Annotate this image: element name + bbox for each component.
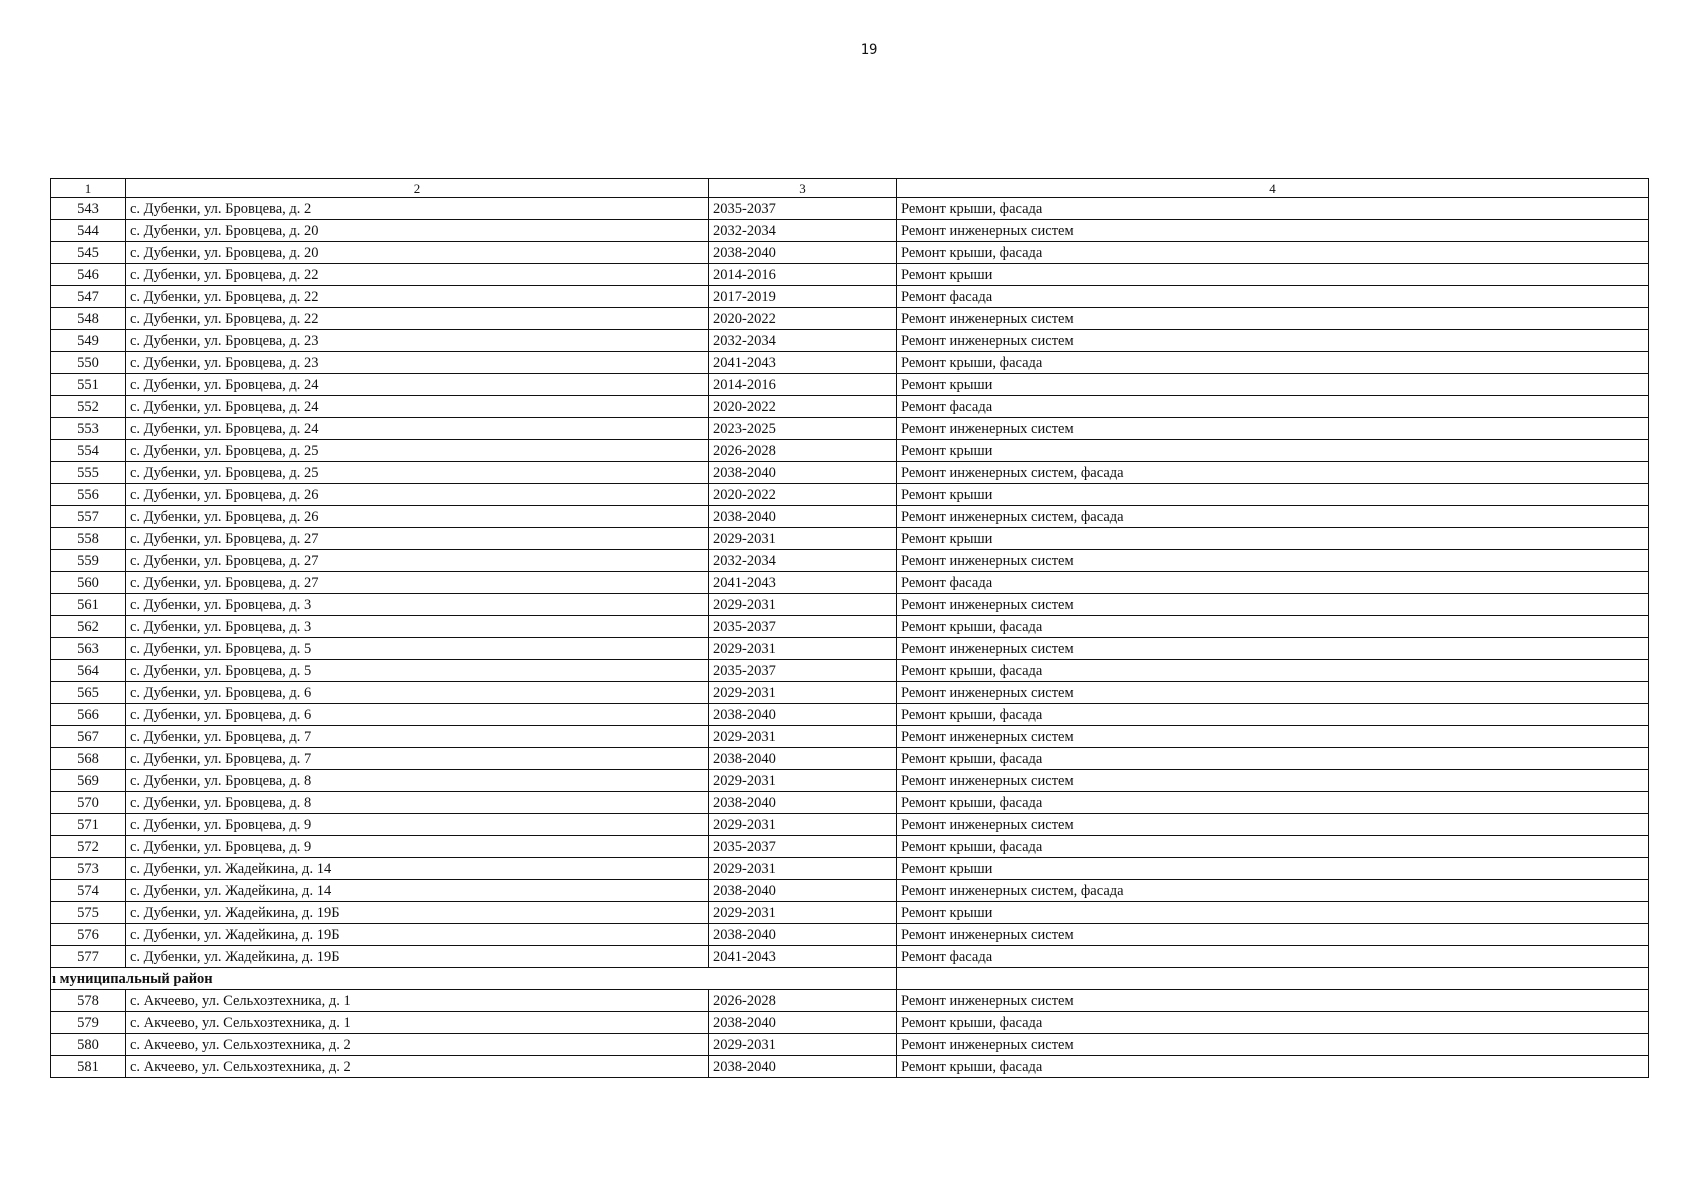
table-row xyxy=(51,484,1649,506)
row-address-cell: с. Дубенки, ул. Бровцева, д. 7 xyxy=(126,748,709,770)
row-number-cell: 556 xyxy=(51,484,126,506)
table-row xyxy=(51,990,1649,1012)
table-row xyxy=(51,1034,1649,1056)
row-period-cell: 2014-2016 xyxy=(709,264,897,286)
row-work-cell: Ремонт крыши xyxy=(897,484,1649,506)
row-work-cell: Ремонт инженерных систем xyxy=(897,770,1649,792)
row-work-cell: Ремонт инженерных систем xyxy=(897,638,1649,660)
row-number-cell: 558 xyxy=(51,528,126,550)
row-work-cell: Ремонт инженерных систем xyxy=(897,550,1649,572)
row-work-cell: Ремонт инженерных систем xyxy=(897,418,1649,440)
table-row xyxy=(51,858,1649,880)
row-number-cell: 551 xyxy=(51,374,126,396)
row-period-cell: 2035-2037 xyxy=(709,836,897,858)
table-row xyxy=(51,616,1649,638)
row-period-cell: 2038-2040 xyxy=(709,462,897,484)
row-work-cell: Ремонт инженерных систем, фасада xyxy=(897,506,1649,528)
table-row xyxy=(51,330,1649,352)
row-number-cell: 576 xyxy=(51,924,126,946)
row-period-cell: 2029-2031 xyxy=(709,814,897,836)
row-work-cell: Ремонт фасада xyxy=(897,286,1649,308)
row-work-cell: Ремонт инженерных систем xyxy=(897,594,1649,616)
row-period-cell: 2023-2025 xyxy=(709,418,897,440)
row-number-cell: 568 xyxy=(51,748,126,770)
row-work-cell: Ремонт инженерных систем xyxy=(897,682,1649,704)
row-number-cell: 563 xyxy=(51,638,126,660)
table-body xyxy=(51,198,1649,1078)
row-work-cell: Ремонт фасада xyxy=(897,396,1649,418)
row-period-cell: 2017-2019 xyxy=(709,286,897,308)
row-number-cell: 569 xyxy=(51,770,126,792)
table-row xyxy=(51,418,1649,440)
row-period-cell: 2029-2031 xyxy=(709,682,897,704)
row-number-cell: 555 xyxy=(51,462,126,484)
row-address-cell: с. Дубенки, ул. Бровцева, д. 6 xyxy=(126,682,709,704)
row-address-cell: с. Дубенки, ул. Бровцева, д. 3 xyxy=(126,616,709,638)
row-number-cell: 565 xyxy=(51,682,126,704)
row-number-cell: 562 xyxy=(51,616,126,638)
row-period-cell: 2041-2043 xyxy=(709,572,897,594)
table-row xyxy=(51,924,1649,946)
table-row xyxy=(51,440,1649,462)
row-number-cell: 543 xyxy=(51,198,126,220)
row-work-cell: Ремонт инженерных систем xyxy=(897,990,1649,1012)
table-row xyxy=(51,682,1649,704)
row-period-cell: 2038-2040 xyxy=(709,748,897,770)
table-row xyxy=(51,550,1649,572)
row-period-cell: 2038-2040 xyxy=(709,1056,897,1078)
row-number-cell: 567 xyxy=(51,726,126,748)
row-work-cell: Ремонт крыши, фасада xyxy=(897,352,1649,374)
row-address-cell: с. Дубенки, ул. Бровцева, д. 8 xyxy=(126,792,709,814)
row-period-cell: 2014-2016 xyxy=(709,374,897,396)
row-period-cell: 2041-2043 xyxy=(709,946,897,968)
row-work-cell: Ремонт крыши xyxy=(897,858,1649,880)
row-period-cell: 2035-2037 xyxy=(709,616,897,638)
row-period-cell: 2029-2031 xyxy=(709,902,897,924)
table-row xyxy=(51,660,1649,682)
row-period-cell: 2029-2031 xyxy=(709,594,897,616)
row-address-cell: с. Дубенки, ул. Бровцева, д. 24 xyxy=(126,396,709,418)
row-number-cell: 559 xyxy=(51,550,126,572)
row-number-cell: 560 xyxy=(51,572,126,594)
table-row xyxy=(51,880,1649,902)
row-work-cell: Ремонт инженерных систем xyxy=(897,814,1649,836)
row-work-cell: Ремонт крыши, фасада xyxy=(897,836,1649,858)
row-period-cell: 2038-2040 xyxy=(709,506,897,528)
table-row xyxy=(51,1012,1649,1034)
table-row xyxy=(51,374,1649,396)
table-row xyxy=(51,220,1649,242)
table-row xyxy=(51,704,1649,726)
row-work-cell: Ремонт инженерных систем xyxy=(897,726,1649,748)
row-period-cell: 2032-2034 xyxy=(709,550,897,572)
section-row-district xyxy=(51,968,1649,990)
row-number-cell: 561 xyxy=(51,594,126,616)
row-address-cell: с. Дубенки, ул. Бровцева, д. 26 xyxy=(126,484,709,506)
row-number-cell: 578 xyxy=(51,990,126,1012)
row-work-cell: Ремонт инженерных систем xyxy=(897,924,1649,946)
table-row xyxy=(51,352,1649,374)
row-work-cell: Ремонт крыши xyxy=(897,374,1649,396)
table-row xyxy=(51,286,1649,308)
row-period-cell: 2038-2040 xyxy=(709,1012,897,1034)
row-work-cell: Ремонт крыши xyxy=(897,902,1649,924)
row-address-cell: с. Дубенки, ул. Бровцева, д. 5 xyxy=(126,660,709,682)
row-number-cell: 544 xyxy=(51,220,126,242)
row-work-cell: Ремонт крыши xyxy=(897,264,1649,286)
row-address-cell: с. Акчеево, ул. Сельхозтехника, д. 1 xyxy=(126,990,709,1012)
row-number-cell: 557 xyxy=(51,506,126,528)
row-address-cell: с. Дубенки, ул. Бровцева, д. 23 xyxy=(126,352,709,374)
row-work-cell: Ремонт крыши, фасада xyxy=(897,242,1649,264)
row-address-cell: с. Дубенки, ул. Бровцева, д. 20 xyxy=(126,220,709,242)
row-number-cell: 570 xyxy=(51,792,126,814)
row-address-cell: с. Дубенки, ул. Бровцева, д. 24 xyxy=(126,374,709,396)
row-period-cell: 2029-2031 xyxy=(709,726,897,748)
row-period-cell: 2038-2040 xyxy=(709,792,897,814)
row-period-cell: 2020-2022 xyxy=(709,396,897,418)
row-address-cell: с. Акчеево, ул. Сельхозтехника, д. 1 xyxy=(126,1012,709,1034)
row-work-cell: Ремонт инженерных систем xyxy=(897,220,1649,242)
row-work-cell: Ремонт инженерных систем, фасада xyxy=(897,880,1649,902)
section-label: ı муниципальный район xyxy=(51,968,897,990)
row-number-cell: 554 xyxy=(51,440,126,462)
row-address-cell: с. Дубенки, ул. Бровцева, д. 27 xyxy=(126,572,709,594)
row-work-cell: Ремонт крыши, фасада xyxy=(897,660,1649,682)
page-number: 19 xyxy=(860,42,878,58)
row-work-cell: Ремонт фасада xyxy=(897,946,1649,968)
row-address-cell: с. Дубенки, ул. Бровцева, д. 20 xyxy=(126,242,709,264)
row-number-cell: 547 xyxy=(51,286,126,308)
row-period-cell: 2029-2031 xyxy=(709,770,897,792)
table-row xyxy=(51,726,1649,748)
table-row xyxy=(51,242,1649,264)
table-row xyxy=(51,198,1649,220)
column-header-work: 4 xyxy=(897,179,1649,198)
table-row xyxy=(51,396,1649,418)
row-address-cell: с. Акчеево, ул. Сельхозтехника, д. 2 xyxy=(126,1034,709,1056)
row-work-cell: Ремонт крыши xyxy=(897,440,1649,462)
row-address-cell: с. Дубенки, ул. Бровцева, д. 9 xyxy=(126,814,709,836)
row-work-cell: Ремонт крыши, фасада xyxy=(897,748,1649,770)
row-address-cell: с. Дубенки, ул. Бровцева, д. 6 xyxy=(126,704,709,726)
row-number-cell: 579 xyxy=(51,1012,126,1034)
table-row xyxy=(51,902,1649,924)
row-work-cell: Ремонт крыши xyxy=(897,528,1649,550)
row-address-cell: с. Дубенки, ул. Бровцева, д. 3 xyxy=(126,594,709,616)
table-header-row xyxy=(51,179,1649,198)
row-number-cell: 545 xyxy=(51,242,126,264)
table-row xyxy=(51,792,1649,814)
row-address-cell: с. Дубенки, ул. Бровцева, д. 5 xyxy=(126,638,709,660)
row-address-cell: с. Дубенки, ул. Бровцева, д. 2 xyxy=(126,198,709,220)
row-period-cell: 2020-2022 xyxy=(709,484,897,506)
row-period-cell: 2032-2034 xyxy=(709,220,897,242)
column-header-period: 3 xyxy=(709,179,897,198)
table-row xyxy=(51,638,1649,660)
row-work-cell: Ремонт крыши, фасада xyxy=(897,616,1649,638)
row-address-cell: с. Дубенки, ул. Жадейкина, д. 19Б xyxy=(126,924,709,946)
row-address-cell: с. Дубенки, ул. Бровцева, д. 23 xyxy=(126,330,709,352)
row-number-cell: 553 xyxy=(51,418,126,440)
column-header-address: 2 xyxy=(126,179,709,198)
row-work-cell: Ремонт инженерных систем xyxy=(897,1034,1649,1056)
row-period-cell: 2026-2028 xyxy=(709,440,897,462)
repair-schedule-table xyxy=(50,178,1649,1078)
table-row xyxy=(51,506,1649,528)
table-row xyxy=(51,770,1649,792)
row-address-cell: с. Дубенки, ул. Бровцева, д. 26 xyxy=(126,506,709,528)
section-empty-cell xyxy=(897,968,1649,990)
row-number-cell: 580 xyxy=(51,1034,126,1056)
row-address-cell: с. Дубенки, ул. Жадейкина, д. 19Б xyxy=(126,946,709,968)
table-row xyxy=(51,462,1649,484)
table-row xyxy=(51,594,1649,616)
row-address-cell: с. Дубенки, ул. Бровцева, д. 22 xyxy=(126,308,709,330)
row-period-cell: 2038-2040 xyxy=(709,924,897,946)
row-number-cell: 577 xyxy=(51,946,126,968)
row-number-cell: 575 xyxy=(51,902,126,924)
row-address-cell: с. Дубенки, ул. Бровцева, д. 9 xyxy=(126,836,709,858)
table-row xyxy=(51,308,1649,330)
row-number-cell: 572 xyxy=(51,836,126,858)
row-period-cell: 2020-2022 xyxy=(709,308,897,330)
row-address-cell: с. Дубенки, ул. Бровцева, д. 25 xyxy=(126,462,709,484)
table-row xyxy=(51,748,1649,770)
row-work-cell: Ремонт инженерных систем xyxy=(897,330,1649,352)
row-work-cell: Ремонт крыши, фасада xyxy=(897,1056,1649,1078)
row-address-cell: с. Дубенки, ул. Бровцева, д. 8 xyxy=(126,770,709,792)
row-number-cell: 566 xyxy=(51,704,126,726)
row-work-cell: Ремонт инженерных систем xyxy=(897,308,1649,330)
row-number-cell: 548 xyxy=(51,308,126,330)
row-address-cell: с. Дубенки, ул. Жадейкина, д. 19Б xyxy=(126,902,709,924)
table-row xyxy=(51,264,1649,286)
row-period-cell: 2038-2040 xyxy=(709,242,897,264)
row-number-cell: 574 xyxy=(51,880,126,902)
column-header-number: 1 xyxy=(51,179,126,198)
row-period-cell: 2035-2037 xyxy=(709,660,897,682)
row-period-cell: 2038-2040 xyxy=(709,880,897,902)
row-period-cell: 2032-2034 xyxy=(709,330,897,352)
row-period-cell: 2026-2028 xyxy=(709,990,897,1012)
row-number-cell: 550 xyxy=(51,352,126,374)
row-period-cell: 2029-2031 xyxy=(709,638,897,660)
row-work-cell: Ремонт инженерных систем, фасада xyxy=(897,462,1649,484)
row-address-cell: с. Дубенки, ул. Бровцева, д. 24 xyxy=(126,418,709,440)
row-number-cell: 581 xyxy=(51,1056,126,1078)
row-work-cell: Ремонт крыши, фасада xyxy=(897,704,1649,726)
table-row xyxy=(51,1056,1649,1078)
row-period-cell: 2029-2031 xyxy=(709,1034,897,1056)
row-number-cell: 549 xyxy=(51,330,126,352)
row-period-cell: 2038-2040 xyxy=(709,704,897,726)
table-row xyxy=(51,572,1649,594)
row-period-cell: 2029-2031 xyxy=(709,858,897,880)
row-number-cell: 552 xyxy=(51,396,126,418)
row-number-cell: 571 xyxy=(51,814,126,836)
row-address-cell: с. Дубенки, ул. Жадейкина, д. 14 xyxy=(126,880,709,902)
row-address-cell: с. Дубенки, ул. Бровцева, д. 7 xyxy=(126,726,709,748)
row-period-cell: 2035-2037 xyxy=(709,198,897,220)
row-address-cell: с. Дубенки, ул. Бровцева, д. 27 xyxy=(126,550,709,572)
table-row xyxy=(51,814,1649,836)
row-address-cell: с. Акчеево, ул. Сельхозтехника, д. 2 xyxy=(126,1056,709,1078)
row-number-cell: 573 xyxy=(51,858,126,880)
row-period-cell: 2029-2031 xyxy=(709,528,897,550)
table-row xyxy=(51,836,1649,858)
row-address-cell: с. Дубенки, ул. Бровцева, д. 22 xyxy=(126,286,709,308)
row-address-cell: с. Дубенки, ул. Бровцева, д. 25 xyxy=(126,440,709,462)
table-row xyxy=(51,528,1649,550)
row-address-cell: с. Дубенки, ул. Бровцева, д. 27 xyxy=(126,528,709,550)
row-work-cell: Ремонт крыши, фасада xyxy=(897,792,1649,814)
table-row xyxy=(51,946,1649,968)
row-address-cell: с. Дубенки, ул. Жадейкина, д. 14 xyxy=(126,858,709,880)
row-period-cell: 2041-2043 xyxy=(709,352,897,374)
row-work-cell: Ремонт фасада xyxy=(897,572,1649,594)
row-work-cell: Ремонт крыши, фасада xyxy=(897,198,1649,220)
row-work-cell: Ремонт крыши, фасада xyxy=(897,1012,1649,1034)
row-address-cell: с. Дубенки, ул. Бровцева, д. 22 xyxy=(126,264,709,286)
row-number-cell: 546 xyxy=(51,264,126,286)
row-number-cell: 564 xyxy=(51,660,126,682)
